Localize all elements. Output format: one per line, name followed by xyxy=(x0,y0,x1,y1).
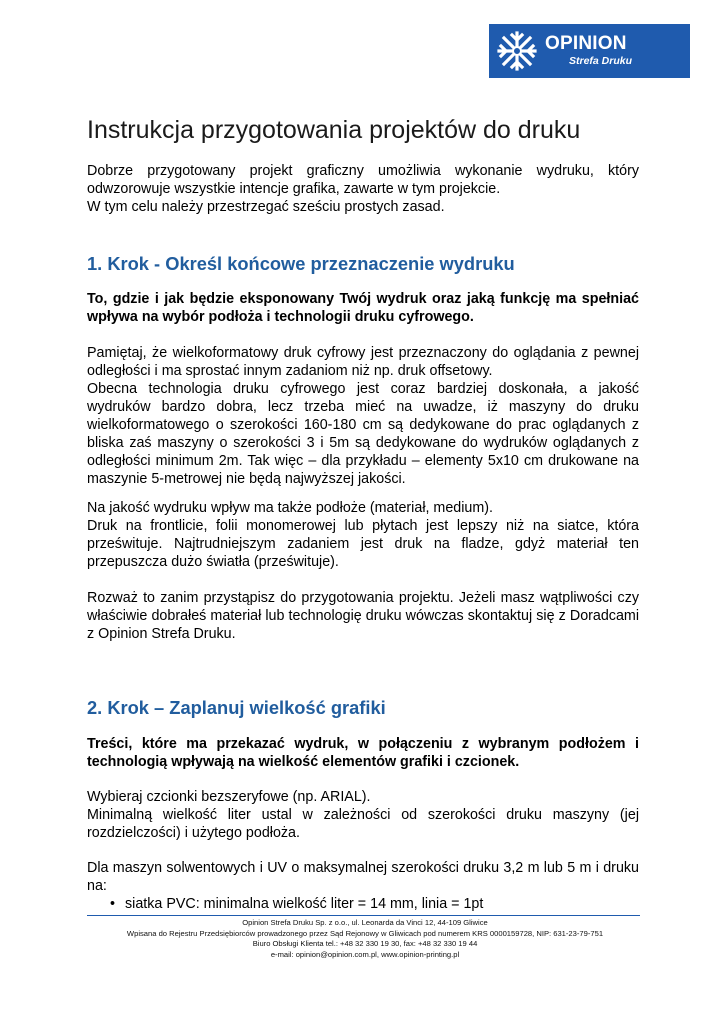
footer-email-web: e-mail: opinion@opinion.com.pl, www.opinion-printing.pl xyxy=(270,949,460,959)
step1-lead: To, gdzie i jak będzie eksponowany Twój wydruk oraz jaką funkcję ma spełniać wpływa na wybór podłoża i technologii druku cyfrowego. xyxy=(87,291,639,325)
step2-paragraph-1: Wybieraj czcionki bezszeryfowe (np. ARIAL). xyxy=(87,789,371,805)
list-item-text: siatka PVC: minimalna wielkość liter = 14 mm, linia = 1pt xyxy=(125,896,484,912)
footer-divider xyxy=(87,915,640,916)
bullet-icon: • xyxy=(110,896,116,912)
step1-paragraph-2: Obecna technologia druku cyfrowego jest coraz bardziej doskonała, a jakość wydruków bardzo dobra, lecz trzeba mieć na uwadze, iż maszyny do druku wielkoformatowego o szerokości 160-180 cm są dedykowane do prac oglądanych z bliska zaś maszyny o szerokości 3 i 5m są dedykowane do wydruków oglądanych z odległości minimum 2m. Tak więc – dla przykładu – elementy 5x10 cm drukowane na maszynie 5-metrowej nie będą najwyższej jakości. xyxy=(87,381,639,487)
page-footer xyxy=(80,918,650,960)
step2-paragraph-3: Dla maszyn solwentowych i UV o maksymalnej szerokości druku 3,2 m lub 5 m i druku na: xyxy=(87,860,639,894)
step1-paragraph-5: Rozważ to zanim przystąpisz do przygotowania projektu. Jeżeli masz wątpliwości czy właściwie dobrałeś materiał lub technologię druku wówczas skontaktuj się z Doradcami z Opinion Strefa Druku. xyxy=(87,590,639,642)
logo-subtitle: Strefa Druku xyxy=(569,55,633,67)
intro-paragraph: Dobrze przygotowany projekt graficzny umożliwia wykonanie wydruku, który odwzorowuje wszystkie intencje grafika, zawarte w tym projekcie. xyxy=(87,163,639,197)
snowflake-icon xyxy=(495,29,539,73)
step1-paragraph-3: Na jakość wydruku wpływ ma także podłoże (materiał, medium). xyxy=(87,500,494,516)
step1-heading: 1. Krok - Określ końcowe przeznaczenie wydruku xyxy=(87,253,515,274)
step1-paragraph-4: Druk na frontlicie, folii monomerowej lub płytach jest lepszy niż na siatce, która prześwituje. Najtrudniejszym zadaniem jest druk na fladze, gdyż materiał ten przepuszcza dużo światła (prześwituje). xyxy=(87,518,639,570)
step2-heading: 2. Krok – Zaplanuj wielkość grafiki xyxy=(87,697,386,718)
step2-paragraph-2: Minimalną wielkość liter ustal w zależności od szerokości druku maszyny (jej rozdzielczości) i użytego podłoża. xyxy=(87,807,639,841)
footer-company-address: Opinion Strefa Druku Sp. z o.o., ul. Leonarda da Vinci 12, 44-109 Gliwice xyxy=(242,918,488,927)
logo-brand-text: OPINION xyxy=(545,33,627,54)
step1-paragraph-1: Pamiętaj, że wielkoformatowy druk cyfrowy jest przeznaczony do oglądania z pewnej odległości i ma sprostać innym zadaniom niż np. druk offsetowy. xyxy=(87,345,639,379)
footer-phone-fax: Biuro Obsługi Klienta tel.: +48 32 330 19 30, fax: +48 32 330 19 44 xyxy=(252,939,478,948)
step2-lead: Treści, które ma przekazać wydruk, w połączeniu z wybranym podłożem i technologią wpływają na wielkość elementów grafiki i czcionek. xyxy=(87,736,639,770)
footer-registry-info: Wpisana do Rejestru Przedsiębiorców prowadzonego przez Sąd Rejonowy w Gliwicach pod numerem KRS 0000159728, NIP: 631-23-79-751 xyxy=(126,928,604,938)
company-logo xyxy=(489,24,690,78)
document-title: Instrukcja przygotowania projektów do druku xyxy=(87,116,581,144)
intro-rules-line: W tym celu należy przestrzegać sześciu prostych zasad. xyxy=(87,199,445,215)
